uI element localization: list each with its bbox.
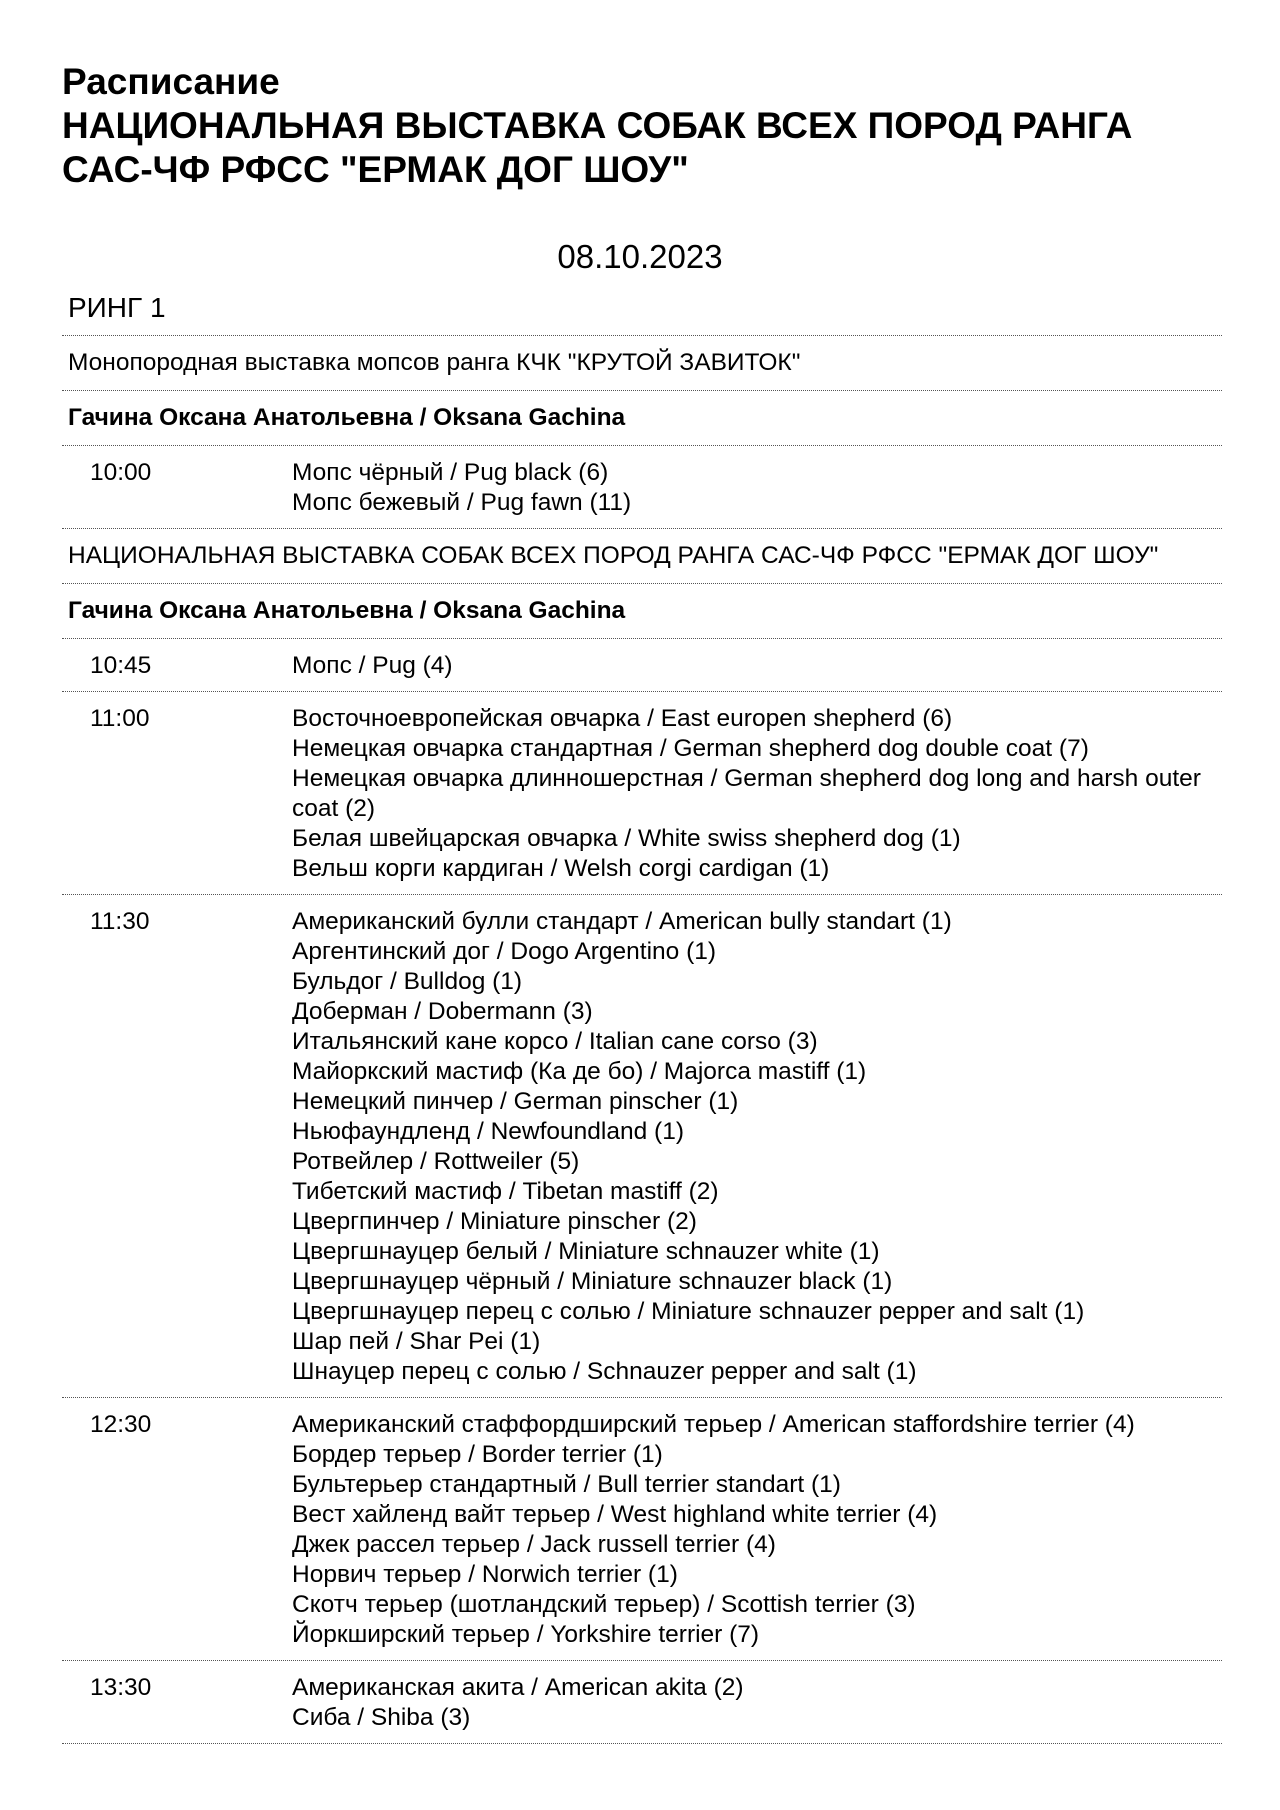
breed-list	[292, 1410, 1222, 1650]
breed-list	[292, 704, 1222, 884]
breed-entry: Немецкая овчарка стандартная / German shepherd dog double coat (7)	[292, 735, 1089, 762]
breed-entry: Цвергпинчер / Miniature pinscher (2)	[292, 1208, 697, 1235]
breed-entry: Немецкий пинчер / German pinscher (1)	[292, 1088, 739, 1115]
breed-entry: Йоркширский терьер / Yorkshire terrier (7)	[292, 1621, 760, 1648]
time-slot-row	[62, 446, 1222, 528]
breed-entry: Бультерьер стандартный / Bull terrier standart (1)	[292, 1471, 841, 1498]
breed-entry: Ротвейлер / Rottweiler (5)	[292, 1148, 580, 1175]
slot-time: 13:30	[90, 1674, 152, 1701]
slot-time: 10:00	[90, 459, 152, 486]
breed-entry: Сиба / Shiba (3)	[292, 1704, 471, 1731]
judge-name: Гачина Оксана Анатольевна / Oksana Gachina	[68, 404, 626, 431]
slot-time: 12:30	[90, 1411, 152, 1438]
breed-entry: Немецкая овчарка длинношерстная / German shepherd dog long and harsh outer coat (2)	[292, 765, 1201, 822]
page-title	[62, 60, 1222, 192]
breed-entry: Американская акита / American akita (2)	[292, 1674, 744, 1701]
breed-entry: Норвич терьер / Norwich terrier (1)	[292, 1561, 678, 1588]
time-slot-row	[62, 692, 1222, 894]
time-slot-row	[62, 1661, 1222, 1743]
slot-time: 11:30	[90, 908, 150, 935]
breed-entry: Белая швейцарская овчарка / White swiss shepherd dog (1)	[292, 825, 961, 852]
judge-name: Гачина Оксана Анатольевна / Oksana Gachina	[68, 597, 626, 624]
breed-entry: Цвергшнауцер чёрный / Miniature schnauzer black (1)	[292, 1268, 893, 1295]
slot-time: 11:00	[90, 705, 150, 732]
breed-entry: Американский стаффордширский терьер / American staffordshire terrier (4)	[292, 1411, 1135, 1438]
show-section-title: НАЦИОНАЛЬНАЯ ВЫСТАВКА СОБАК ВСЕХ ПОРОД РАНГА САС-ЧФ РФСС "ЕРМАК ДОГ ШОУ"	[68, 542, 1159, 569]
breed-entry: Скотч терьер (шотландский терьер) / Scottish terrier (3)	[292, 1591, 916, 1618]
time-slot-row	[62, 895, 1222, 1397]
breed-entry: Мопс / Pug (4)	[292, 652, 453, 679]
breed-entry: Шнауцер перец с солью / Schnauzer pepper and salt (1)	[292, 1358, 917, 1385]
breed-entry: Шар пей / Shar Pei (1)	[292, 1328, 541, 1355]
breed-entry: Аргентинский дог / Dogo Argentino (1)	[292, 938, 717, 965]
breed-entry: Итальянский кане корсо / Italian cane corso (3)	[292, 1028, 818, 1055]
breed-list	[292, 907, 1222, 1387]
breed-entry: Бордер терьер / Border terrier (1)	[292, 1441, 663, 1468]
breed-entry: Доберман / Dobermann (3)	[292, 998, 593, 1025]
breed-list	[292, 458, 1222, 518]
schedule-date: 08.10.2023	[557, 238, 723, 275]
slot-time: 10:45	[90, 652, 152, 679]
time-slot-row	[62, 1398, 1222, 1660]
breed-entry: Восточноевропейская овчарка / East europen shepherd (6)	[292, 705, 953, 732]
title-line: Расписание	[62, 61, 280, 102]
breed-entry: Ньюфаундленд / Newfoundland (1)	[292, 1118, 684, 1145]
breed-entry: Джек рассел терьер / Jack russell terrier (4)	[292, 1531, 776, 1558]
breed-entry: Мопс бежевый / Pug fawn (11)	[292, 489, 632, 516]
breed-entry: Вест хайленд вайт терьер / West highland white terrier (4)	[292, 1501, 938, 1528]
ring-label: РИНГ 1	[68, 292, 166, 323]
breed-entry: Тибетский мастиф / Tibetan mastiff (2)	[292, 1178, 719, 1205]
breed-entry: Цвергшнауцер белый / Miniature schnauzer white (1)	[292, 1238, 880, 1265]
title-line: САС-ЧФ РФСС "ЕРМАК ДОГ ШОУ"	[62, 149, 689, 190]
breed-entry: Майоркский мастиф (Ка де бо) / Majorca mastiff (1)	[292, 1058, 867, 1085]
row-divider	[62, 1743, 1222, 1744]
breed-entry: Американский булли стандарт / American bully standart (1)	[292, 908, 952, 935]
breed-list	[292, 651, 1222, 681]
breed-entry: Вельш корги кардиган / Welsh corgi cardigan (1)	[292, 855, 830, 882]
title-line: НАЦИОНАЛЬНАЯ ВЫСТАВКА СОБАК ВСЕХ ПОРОД РАНГА	[62, 105, 1133, 146]
breed-entry: Цвергшнауцер перец с солью / Miniature schnauzer pepper and salt (1)	[292, 1298, 1085, 1325]
show-section-title: Монопородная выставка мопсов ранга КЧК "КРУТОЙ ЗАВИТОК"	[68, 349, 801, 376]
breed-entry: Мопс чёрный / Pug black (6)	[292, 459, 609, 486]
breed-entry: Бульдог / Bulldog (1)	[292, 968, 523, 995]
time-slot-row	[62, 639, 1222, 691]
schedule-table	[62, 335, 1222, 1744]
breed-list	[292, 1673, 1222, 1733]
